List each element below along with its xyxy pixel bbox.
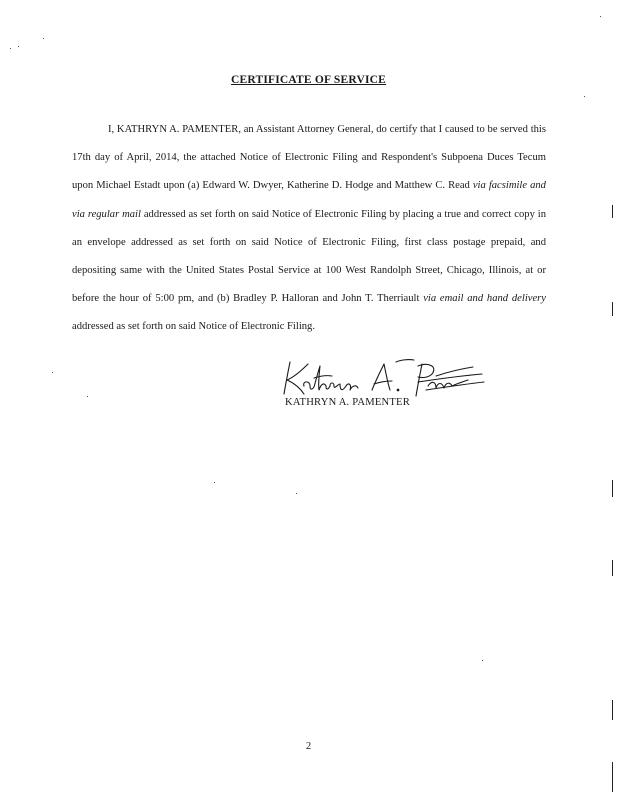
scan-speck <box>43 38 44 39</box>
paragraph-text-3: addressed as set forth on said Notice of Electronic Filing. <box>72 321 316 333</box>
scan-mark <box>612 302 613 316</box>
scan-speck <box>600 16 601 17</box>
scan-speck <box>18 46 19 47</box>
page-number: 2 <box>305 741 312 752</box>
scan-mark <box>612 762 613 792</box>
scan-speck <box>296 493 297 494</box>
document-title: CERTIFICATE OF SERVICE <box>230 74 387 86</box>
scan-mark <box>612 480 613 497</box>
handwritten-signature <box>268 356 488 400</box>
paragraph-italic-1: via facsimile and via regular mail <box>72 180 546 220</box>
paragraph-text-1: I, KATHRYN A. PAMENTER, an Assistant Attorney General, do certify that I caused to be served this 17th day of April, 2014, the attached Notice of Electronic Filing and Respondent's Subpoena Duces Tecum upon Michael Estadt upon (a) Edward W. Dwyer, Katherine D. Hodge and Matthew C. Read <box>72 124 546 192</box>
paragraph-italic-2: via email and hand delivery <box>423 293 546 305</box>
certificate-paragraph <box>72 116 546 342</box>
scan-mark <box>612 700 613 720</box>
scan-mark <box>612 205 613 218</box>
signer-name: KATHRYN A. PAMENTER <box>285 397 410 408</box>
scan-speck <box>584 96 585 97</box>
scan-speck <box>10 48 11 49</box>
certificate-body <box>72 116 546 342</box>
scan-mark <box>612 560 613 576</box>
scan-speck <box>87 396 88 397</box>
scan-speck <box>52 372 53 373</box>
scan-speck <box>482 660 483 661</box>
scan-speck <box>214 482 215 483</box>
paragraph-text-2: addressed as set forth on said Notice of Electronic Filing by placing a true and correct copy in an envelope addressed as set forth on said Notice of Electronic Filing, first class postage prepaid, and depositing same with the United States Postal Service at 100 West Randolph Street, Chicago, Illinois, at or before the hour of 5:00 pm, and (b) Bradley P. Halloran and John T. Therriault <box>72 208 546 305</box>
